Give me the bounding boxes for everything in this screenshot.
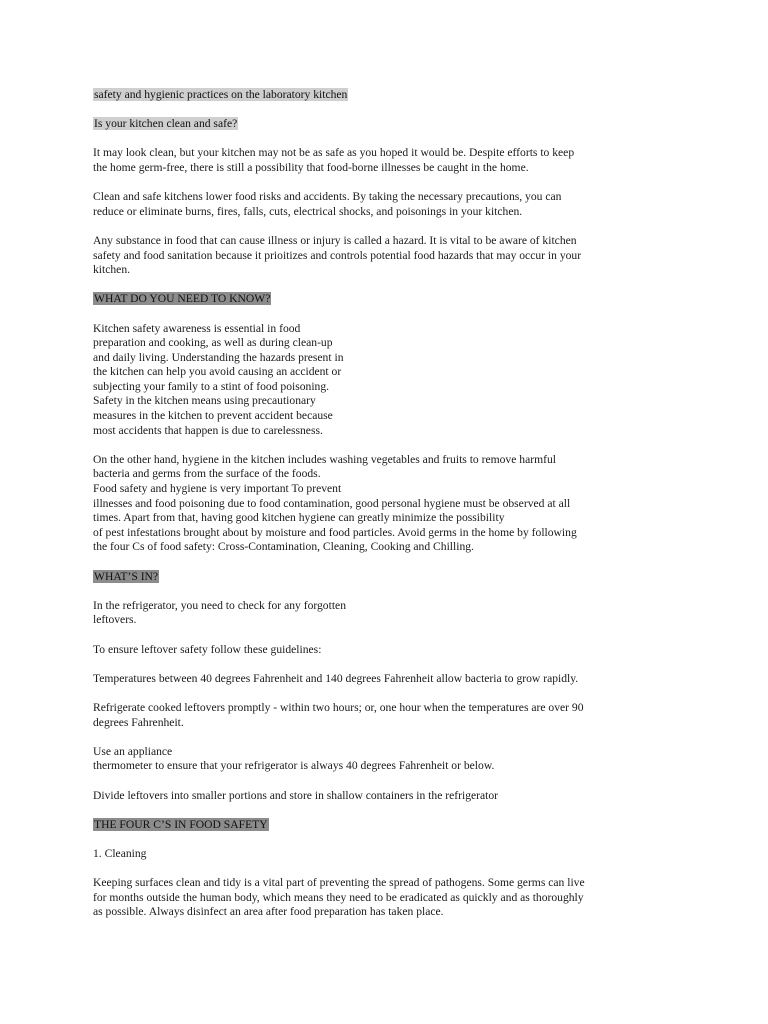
fridge-paragraph-2: To ensure leftover safety follow these guidelines: — [93, 642, 322, 656]
fridge-paragraph-5: Use an appliance thermometer to ensure that your refrigerator is always 40 degrees Fahrenheit or below. — [93, 744, 495, 773]
intro-paragraph-2: Clean and safe kitchens lower food risks and accidents. By taking the necessary precautions, you can reduce or eliminate burns, fires, falls, cuts, electrical shocks, and poisonings in your kitchen. — [93, 190, 562, 218]
intro-paragraph-1: It may look clean, but your kitchen may not be as safe as you hoped it would be. Despite efforts to keep the home germ-free, there is still a possibility that food-borne illnesses be caught in the home. — [93, 146, 575, 174]
know-heading: WHAT DO YOU NEED TO KNOW? — [94, 292, 271, 306]
whats-in-heading: WHAT’S IN? — [94, 569, 159, 583]
cleaning-paragraph: Keeping surfaces clean and tidy is a vital part of preventing the spread of pathogens. Some germs can live for months outside the human body, which means they need to be eradicated as quickly and as thoroughly as possible. Always disinfect an area after food preparation has taken place. — [93, 876, 585, 919]
intro-heading: Is your kitchen clean and safe? — [94, 117, 238, 131]
intro-paragraph-3: Any substance in food that can cause illness or injury is called a hazard. It is vital to be aware of kitchen safety and food sanitation because it prioitizes and controls potential food hazards that may occur in your kitchen. — [93, 233, 582, 277]
fridge-paragraph-3: Temperatures between 40 degrees Fahrenheit and 140 degrees Fahrenheit allow bacteria to grow rapidly. — [93, 671, 579, 685]
doc-title: safety and hygienic practices on the laboratory kitchen — [94, 88, 348, 101]
fridge-paragraph-1: In the refrigerator, you need to check for any forgotten leftovers. — [93, 598, 346, 627]
cleaning-heading: 1. Cleaning — [93, 846, 147, 860]
four-cs-heading: THE FOUR C’S IN FOOD SAFETY — [94, 817, 268, 831]
know-paragraph-1: Kitchen safety awareness is essential in food preparation and cooking, as well as during clean-up and daily living. Understanding the hazards present in the kitchen can help you avoid causing an accident or subjecting your family to a stint of food poisoning. Safety in the kitchen means using precautionary measures in the kitchen to prevent accident because most accidents that happen is due to carelessness. — [93, 321, 344, 437]
fridge-paragraph-6: Divide leftovers into smaller portions and store in shallow containers in the refrigerator — [93, 788, 499, 802]
know-paragraph-2: On the other hand, hygiene in the kitchen includes washing vegetables and fruits to remove harmful bacteria and germs from the surface of the foods. Food safety and hygiene is very important To prevent illnesses and food poisoning due to food contamination, good personal hygiene must be observed at all times. Apart from that, having good kitchen hygiene can greatly minimize the possibility of pest infestations brought about by moisture and food particles. Avoid germs in the home by following the four Cs of food safety: Cross-Contamination, Cleaning, Cooking and Chilling. — [93, 452, 577, 554]
document-body — [93, 88, 673, 920]
fridge-paragraph-4: Refrigerate cooked leftovers promptly - within two hours; or, one hour when the temperatures are over 90 degrees Fahrenheit. — [93, 700, 584, 729]
